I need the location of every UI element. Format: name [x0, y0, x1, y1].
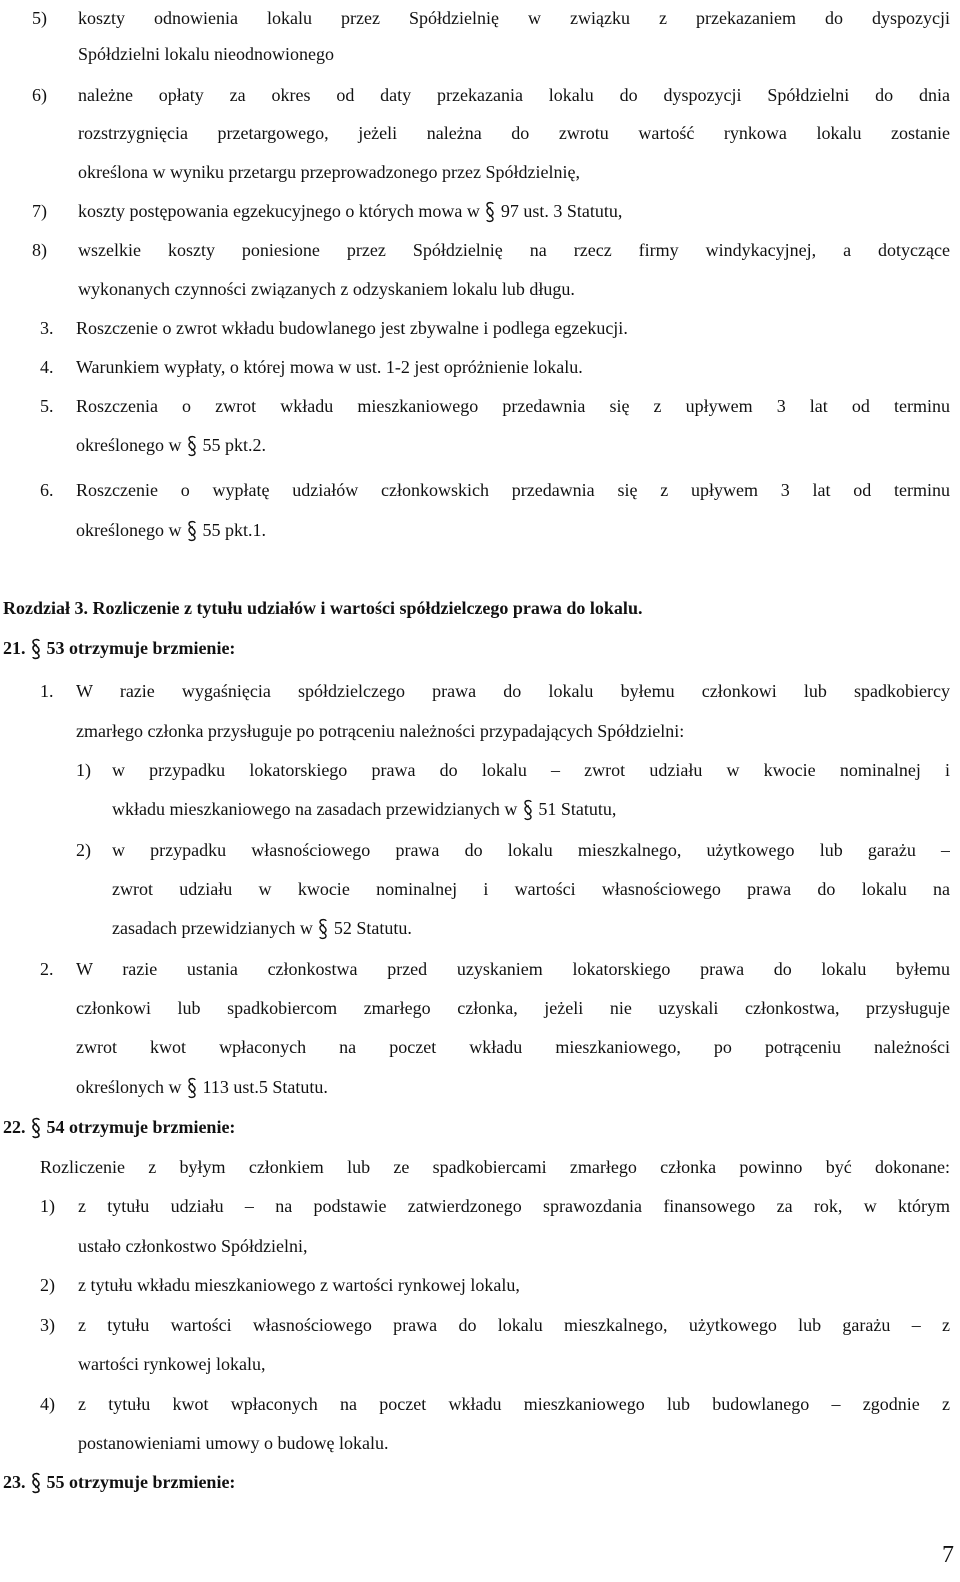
text-fragment: 113 ust.5 Statutu.	[202, 1077, 328, 1097]
text-line	[76, 433, 266, 457]
item-number: 7)	[32, 201, 47, 221]
text-fragment: 55 pkt.2.	[202, 435, 266, 455]
section-sign-icon	[522, 797, 534, 821]
item-number: 8)	[32, 240, 47, 260]
paragraph-number: 3.	[40, 318, 54, 338]
section-sign-icon	[30, 1115, 42, 1139]
text-fragment: określonego w	[76, 520, 182, 540]
text-line: wykonanych czynności związanych z odzyskaniem lokalu lub długu.	[78, 279, 575, 299]
text-line: z tytułu wartości własnościowego prawa do lokalu mieszkalnego, użytkowego lub garażu – z	[78, 1315, 950, 1335]
text-fragment: 52 Statutu.	[333, 918, 412, 938]
item-number: 4)	[40, 1394, 55, 1414]
item-number: 6)	[32, 85, 47, 105]
text-line: Roszczenia o zwrot wkładu mieszkaniowego przedawnia się z upływem 3 lat od terminu	[76, 396, 950, 416]
chapter-heading: Rozdział 3. Rozliczenie z tytułu udziałów i wartości spółdzielczego prawa do lokalu.	[3, 598, 643, 618]
text-fragment: określonych w	[76, 1077, 182, 1097]
text-line	[112, 797, 616, 821]
section-title: 54 otrzymuje brzmienie:	[46, 1117, 236, 1137]
text-line: koszty odnowienia lokalu przez Spółdzielnię w związku z przekazaniem do dyspozycji	[78, 8, 950, 28]
text-line: postanowieniami umowy o budowę lokalu.	[78, 1433, 389, 1453]
section-number: 21.	[3, 638, 26, 658]
text-line: zwrot udziału w kwocie nominalnej i wartości własnościowego prawa do lokalu na	[112, 879, 950, 899]
text-line: Roszczenie o wypłatę udziałów członkowskich przedawnia się z upływem 3 lat od terminu	[76, 480, 950, 500]
page-number: 7	[942, 1542, 954, 1568]
paragraph-number: 2.	[40, 959, 54, 979]
text-line: w przypadku lokatorskiego prawa do lokalu – zwrot udziału w kwocie nominalnej i	[112, 760, 950, 780]
text-line: wartości rynkowej lokalu,	[78, 1354, 266, 1374]
paragraph-number: 6.	[40, 480, 54, 500]
section-heading	[3, 1115, 235, 1139]
item-number: 3)	[40, 1315, 55, 1335]
section-sign-icon	[186, 433, 198, 457]
item-number: 2)	[40, 1275, 55, 1295]
section-sign-icon	[484, 199, 496, 223]
text-line: Spółdzielni lokalu nieodnowionego	[78, 44, 334, 64]
section-sign-icon	[186, 1075, 198, 1099]
text-fragment: koszty postępowania egzekucyjnego o których mowa w	[78, 201, 480, 221]
text-fragment: 55 pkt.1.	[202, 520, 266, 540]
text-line: zmarłego członka przysługuje po potrąceniu należności przypadających Spółdzielni:	[76, 721, 685, 741]
text-line: zwrot kwot wpłaconych na poczet wkładu mieszkaniowego, po potrąceniu należności	[76, 1037, 950, 1057]
paragraph-number: 4.	[40, 357, 54, 377]
paragraph-number: 1.	[40, 681, 54, 701]
text-fragment: 51 Statutu,	[538, 799, 617, 819]
section-sign-icon	[30, 636, 42, 660]
text-line: określona w wyniku przetargu przeprowadzonego przez Spółdzielnię,	[78, 162, 580, 182]
text-fragment: zasadach przewidzianych w	[112, 918, 313, 938]
section-sign-icon	[317, 916, 329, 940]
text-line: z tytułu udziału – na podstawie zatwierdzonego sprawozdania finansowego za rok, w którym	[78, 1196, 950, 1216]
text-line: W razie wygaśnięcia spółdzielczego prawa do lokalu byłemu członkowi lub spadkobiercy	[76, 681, 950, 701]
section-title: 55 otrzymuje brzmienie:	[46, 1472, 236, 1492]
section-number: 23.	[3, 1472, 26, 1492]
text-line: rozstrzygnięcia przetargowego, jeżeli należna do zwrotu wartość rynkowa lokalu zostanie	[78, 123, 950, 143]
item-number: 2)	[76, 840, 91, 860]
text-line: wszelkie koszty poniesione przez Spółdzielnię na rzecz firmy windykacyjnej, a dotyczące	[78, 240, 950, 260]
text-line: członkowi lub spadkobiercom zmarłego członka, jeżeli nie uzyskali członkostwa, przysługuje	[76, 998, 950, 1018]
text-line: z tytułu kwot wpłaconych na poczet wkładu mieszkaniowego lub budowlanego – zgodnie z	[78, 1394, 950, 1414]
section-sign-icon	[186, 518, 198, 542]
text-fragment: określonego w	[76, 435, 182, 455]
text-line: należne opłaty za okres od daty przekazania lokalu do dyspozycji Spółdzielni do dnia	[78, 85, 950, 105]
text-line	[78, 199, 622, 223]
text-line: Warunkiem wypłaty, o której mowa w ust. 1-2 jest opróżnienie lokalu.	[76, 357, 583, 377]
text-fragment: wkładu mieszkaniowego na zasadach przewidzianych w	[112, 799, 518, 819]
section-title: 53 otrzymuje brzmienie:	[46, 638, 236, 658]
text-line	[76, 518, 266, 542]
text-line: ustało członkostwo Spółdzielni,	[78, 1236, 308, 1256]
paragraph-number: 5.	[40, 396, 54, 416]
text-line: W razie ustania członkostwa przed uzyskaniem lokatorskiego prawa do lokalu byłemu	[76, 959, 950, 979]
section-number: 22.	[3, 1117, 26, 1137]
item-number: 1)	[76, 760, 91, 780]
text-line: Rozliczenie z byłym członkiem lub ze spadkobiercami zmarłego członka powinno być dokonane:	[40, 1157, 950, 1177]
section-heading	[3, 636, 235, 660]
text-line	[76, 1075, 328, 1099]
item-number: 1)	[40, 1196, 55, 1216]
item-number: 5)	[32, 8, 47, 28]
text-line: z tytułu wkładu mieszkaniowego z wartości rynkowej lokalu,	[78, 1275, 520, 1295]
section-sign-icon	[30, 1470, 42, 1494]
text-line: Roszczenie o zwrot wkładu budowlanego jest zbywalne i podlega egzekucji.	[76, 318, 628, 338]
text-line: w przypadku własnościowego prawa do lokalu mieszkalnego, użytkowego lub garażu –	[112, 840, 950, 860]
text-line	[112, 916, 412, 940]
text-fragment: 97 ust. 3 Statutu,	[500, 201, 623, 221]
section-heading	[3, 1470, 235, 1494]
